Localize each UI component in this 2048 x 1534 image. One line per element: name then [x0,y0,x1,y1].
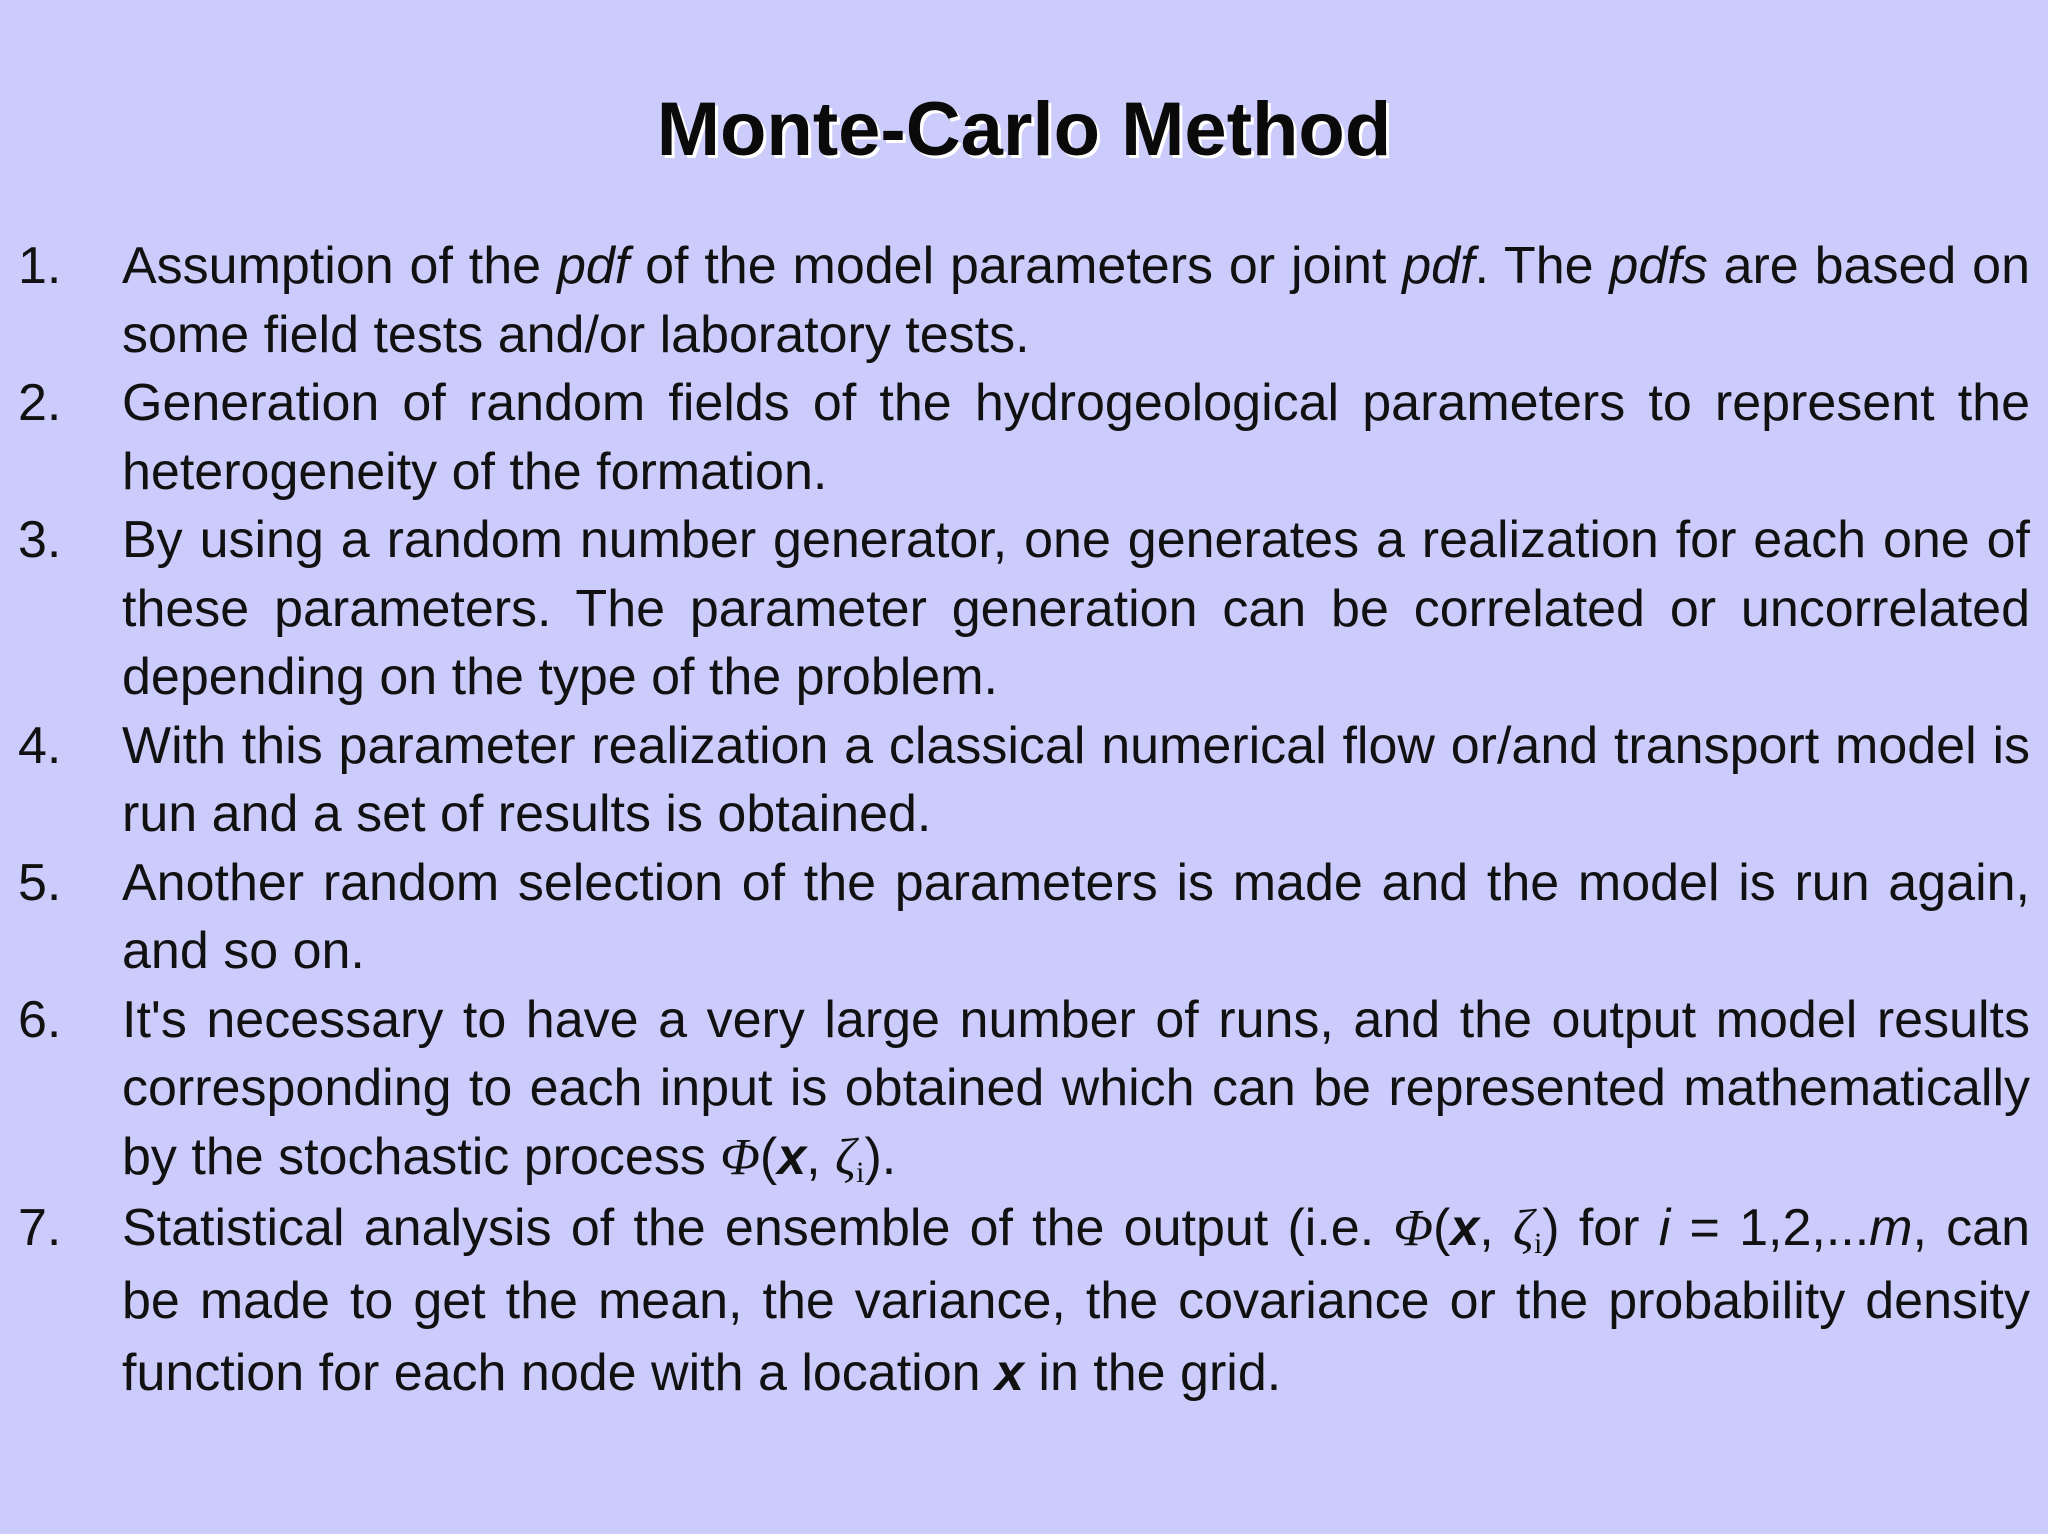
text-run: m [1869,1199,1913,1257]
text-run: Another random selection of the parameters is made and the model is run again, and so on. [122,853,2030,980]
text-run: i [856,1155,865,1189]
text-run: i [1658,1199,1671,1257]
text-run: ζ [835,1128,857,1186]
item-number: 5. [18,853,62,912]
item-number: 6. [18,990,62,1049]
item-text [122,374,2030,501]
text-run: x [1450,1199,1480,1257]
item-text [122,511,2030,706]
text-run: Φ [1393,1200,1433,1257]
list-item [18,232,2030,369]
list-item [18,986,2030,1193]
item-text [122,990,2030,1189]
text-run: Generation of random fields of the hydrogeological parameters to represent the heterogeneity of the formation. [122,374,2030,501]
item-text [122,717,2030,844]
text-run: Statistical analysis of the ensemble of the output (i.e. [122,1199,1394,1257]
text-run: in the grid. [1023,1344,1282,1402]
text-run: ). [864,1127,897,1186]
list-item [18,712,2030,849]
text-run: , [806,1127,836,1186]
item-number: 1. [18,237,62,295]
slide-title: Monte-Carlo Method [656,87,1392,172]
text-run: pdfs [1609,237,1708,295]
item-number: 3. [18,511,62,569]
text-run: ( [1432,1199,1451,1257]
text-run: ( [759,1127,778,1186]
item-number: 4. [18,716,62,775]
text-run: ) for [1542,1199,1659,1257]
text-run: It's necessary to have a very large number of runs, and the output model results corresponding to each input is obtained which can be represented mathematically by the stochastic process [122,990,2030,1186]
item-number: 7. [18,1199,62,1257]
text-run: = 1,2,... [1670,1199,1870,1257]
list-item [18,506,2030,712]
text-run: of the model parameters or joint [629,237,1403,295]
item-text [122,237,2030,364]
steps-list [18,232,2030,1409]
list-item [18,1192,2030,1409]
text-run: Assumption of the [122,237,557,295]
list-item [18,369,2030,506]
text-run: , [1479,1199,1513,1257]
text-run: are based on some field tests and/or laboratory tests. [122,237,2030,364]
text-run: Φ [720,1128,760,1186]
text-run: ζ [1512,1200,1534,1257]
text-run: , can be made to get the mean, the variance, the covariance or the probability density function for each node with a location [122,1199,2030,1402]
item-number: 2. [18,374,62,432]
list-item [18,849,2030,986]
text-run: x [777,1127,807,1186]
text-run: i [1533,1227,1543,1260]
text-run: pdf [556,237,630,295]
text-run: pdf [1402,237,1475,295]
item-text [122,854,2030,981]
text-run: . The [1474,237,1610,295]
text-run: By using a random number generator, one generates a realization for each one of these parameters. The parameter generation can be correlated or uncorrelated depending on the type of the problem. [122,511,2030,706]
text-run: x [995,1344,1024,1402]
text-run: With this parameter realization a classical numerical flow or/and transport model is run and a set of results is obtained. [122,716,2030,843]
item-text [122,1199,2030,1402]
